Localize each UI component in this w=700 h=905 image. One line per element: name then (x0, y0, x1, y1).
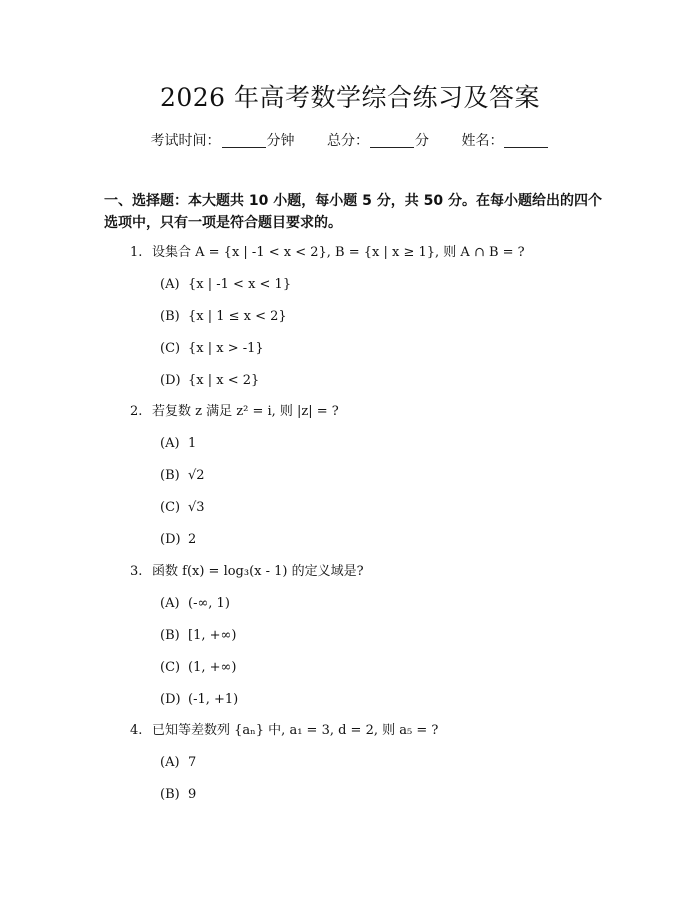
option[interactable] (160, 435, 196, 453)
option-label: (C) (160, 500, 181, 515)
question-text: 设集合 A = {x | -1 < x < 2}, B = {x | x ≥ 1}, 则 A ∩ B = ? (152, 245, 525, 260)
option-text: {x | 1 ≤ x < 2} (188, 309, 287, 324)
name-field (461, 131, 549, 151)
name-label: 姓名： (461, 133, 504, 149)
option-text: 2 (188, 532, 197, 547)
option-label: (A) (160, 755, 180, 770)
time-unit: 分钟 (266, 133, 295, 149)
option-label: (B) (160, 628, 180, 643)
section-heading: 一、选择题：本大题共 10 小题，每小题 5 分，共 50 分。在每小题给出的四个选项中，只有一项是符合题目要求的。 (104, 193, 602, 231)
option-text: 9 (188, 787, 197, 802)
option-label: (B) (160, 309, 180, 324)
question-text: 已知等差数列 {aₙ} 中, a₁ = 3, d = 2, 则 a₅ = ? (152, 723, 439, 738)
option[interactable] (160, 595, 230, 613)
option[interactable] (160, 786, 196, 804)
option[interactable] (160, 691, 238, 709)
question-number: 1. (130, 245, 143, 260)
option-text: (-∞, 1) (188, 596, 230, 611)
question-text: 函数 f(x) = log₃(x - 1) 的定义域是? (152, 564, 364, 579)
option-label: (B) (160, 787, 180, 802)
option[interactable] (160, 340, 264, 358)
option[interactable] (160, 499, 205, 517)
option-label: (C) (160, 341, 181, 356)
option-text: {x | x < 2} (188, 373, 260, 388)
exam-meta (0, 131, 700, 151)
score-blank[interactable] (370, 133, 414, 148)
option-text: [1, +∞) (188, 628, 237, 643)
time-label: 考试时间： (150, 133, 221, 149)
option[interactable] (160, 308, 287, 326)
question-3 (130, 563, 364, 581)
option-label: (B) (160, 468, 180, 483)
option-label: (C) (160, 660, 181, 675)
option[interactable] (160, 659, 236, 677)
page-title: 2026 年高考数学综合练习及答案 (159, 83, 541, 112)
score-label: 总分： (327, 133, 369, 149)
question-1 (130, 244, 525, 262)
option-text: √3 (188, 500, 205, 515)
option-text: 7 (188, 755, 197, 770)
option[interactable] (160, 627, 236, 645)
option-text: {x | -1 < x < 1} (188, 277, 292, 292)
option-label: (D) (160, 532, 181, 547)
option[interactable] (160, 467, 205, 485)
option-text: (1, +∞) (188, 660, 237, 675)
question-number: 4. (130, 723, 143, 738)
question-4 (130, 722, 438, 740)
option-label: (A) (160, 596, 180, 611)
option-text: (-1, +1) (188, 692, 239, 707)
option-text: √2 (188, 468, 205, 483)
time-blank[interactable] (222, 133, 266, 148)
score-unit: 分 (415, 133, 429, 149)
name-blank[interactable] (504, 133, 548, 148)
option[interactable] (160, 276, 291, 294)
time-field (151, 131, 295, 151)
option-label: (A) (160, 277, 180, 292)
option-text: 1 (188, 436, 197, 451)
option[interactable] (160, 531, 196, 549)
option-label: (D) (160, 373, 181, 388)
option-label: (A) (160, 436, 180, 451)
option-text: {x | x > -1} (188, 341, 264, 356)
question-text: 若复数 z 满足 z² = i, 则 |z| = ? (152, 404, 339, 419)
question-number: 3. (130, 564, 143, 579)
option-label: (D) (160, 692, 181, 707)
option[interactable] (160, 372, 259, 390)
question-2 (130, 403, 339, 421)
question-number: 2. (130, 404, 143, 419)
score-field (327, 131, 429, 151)
option[interactable] (160, 754, 196, 772)
